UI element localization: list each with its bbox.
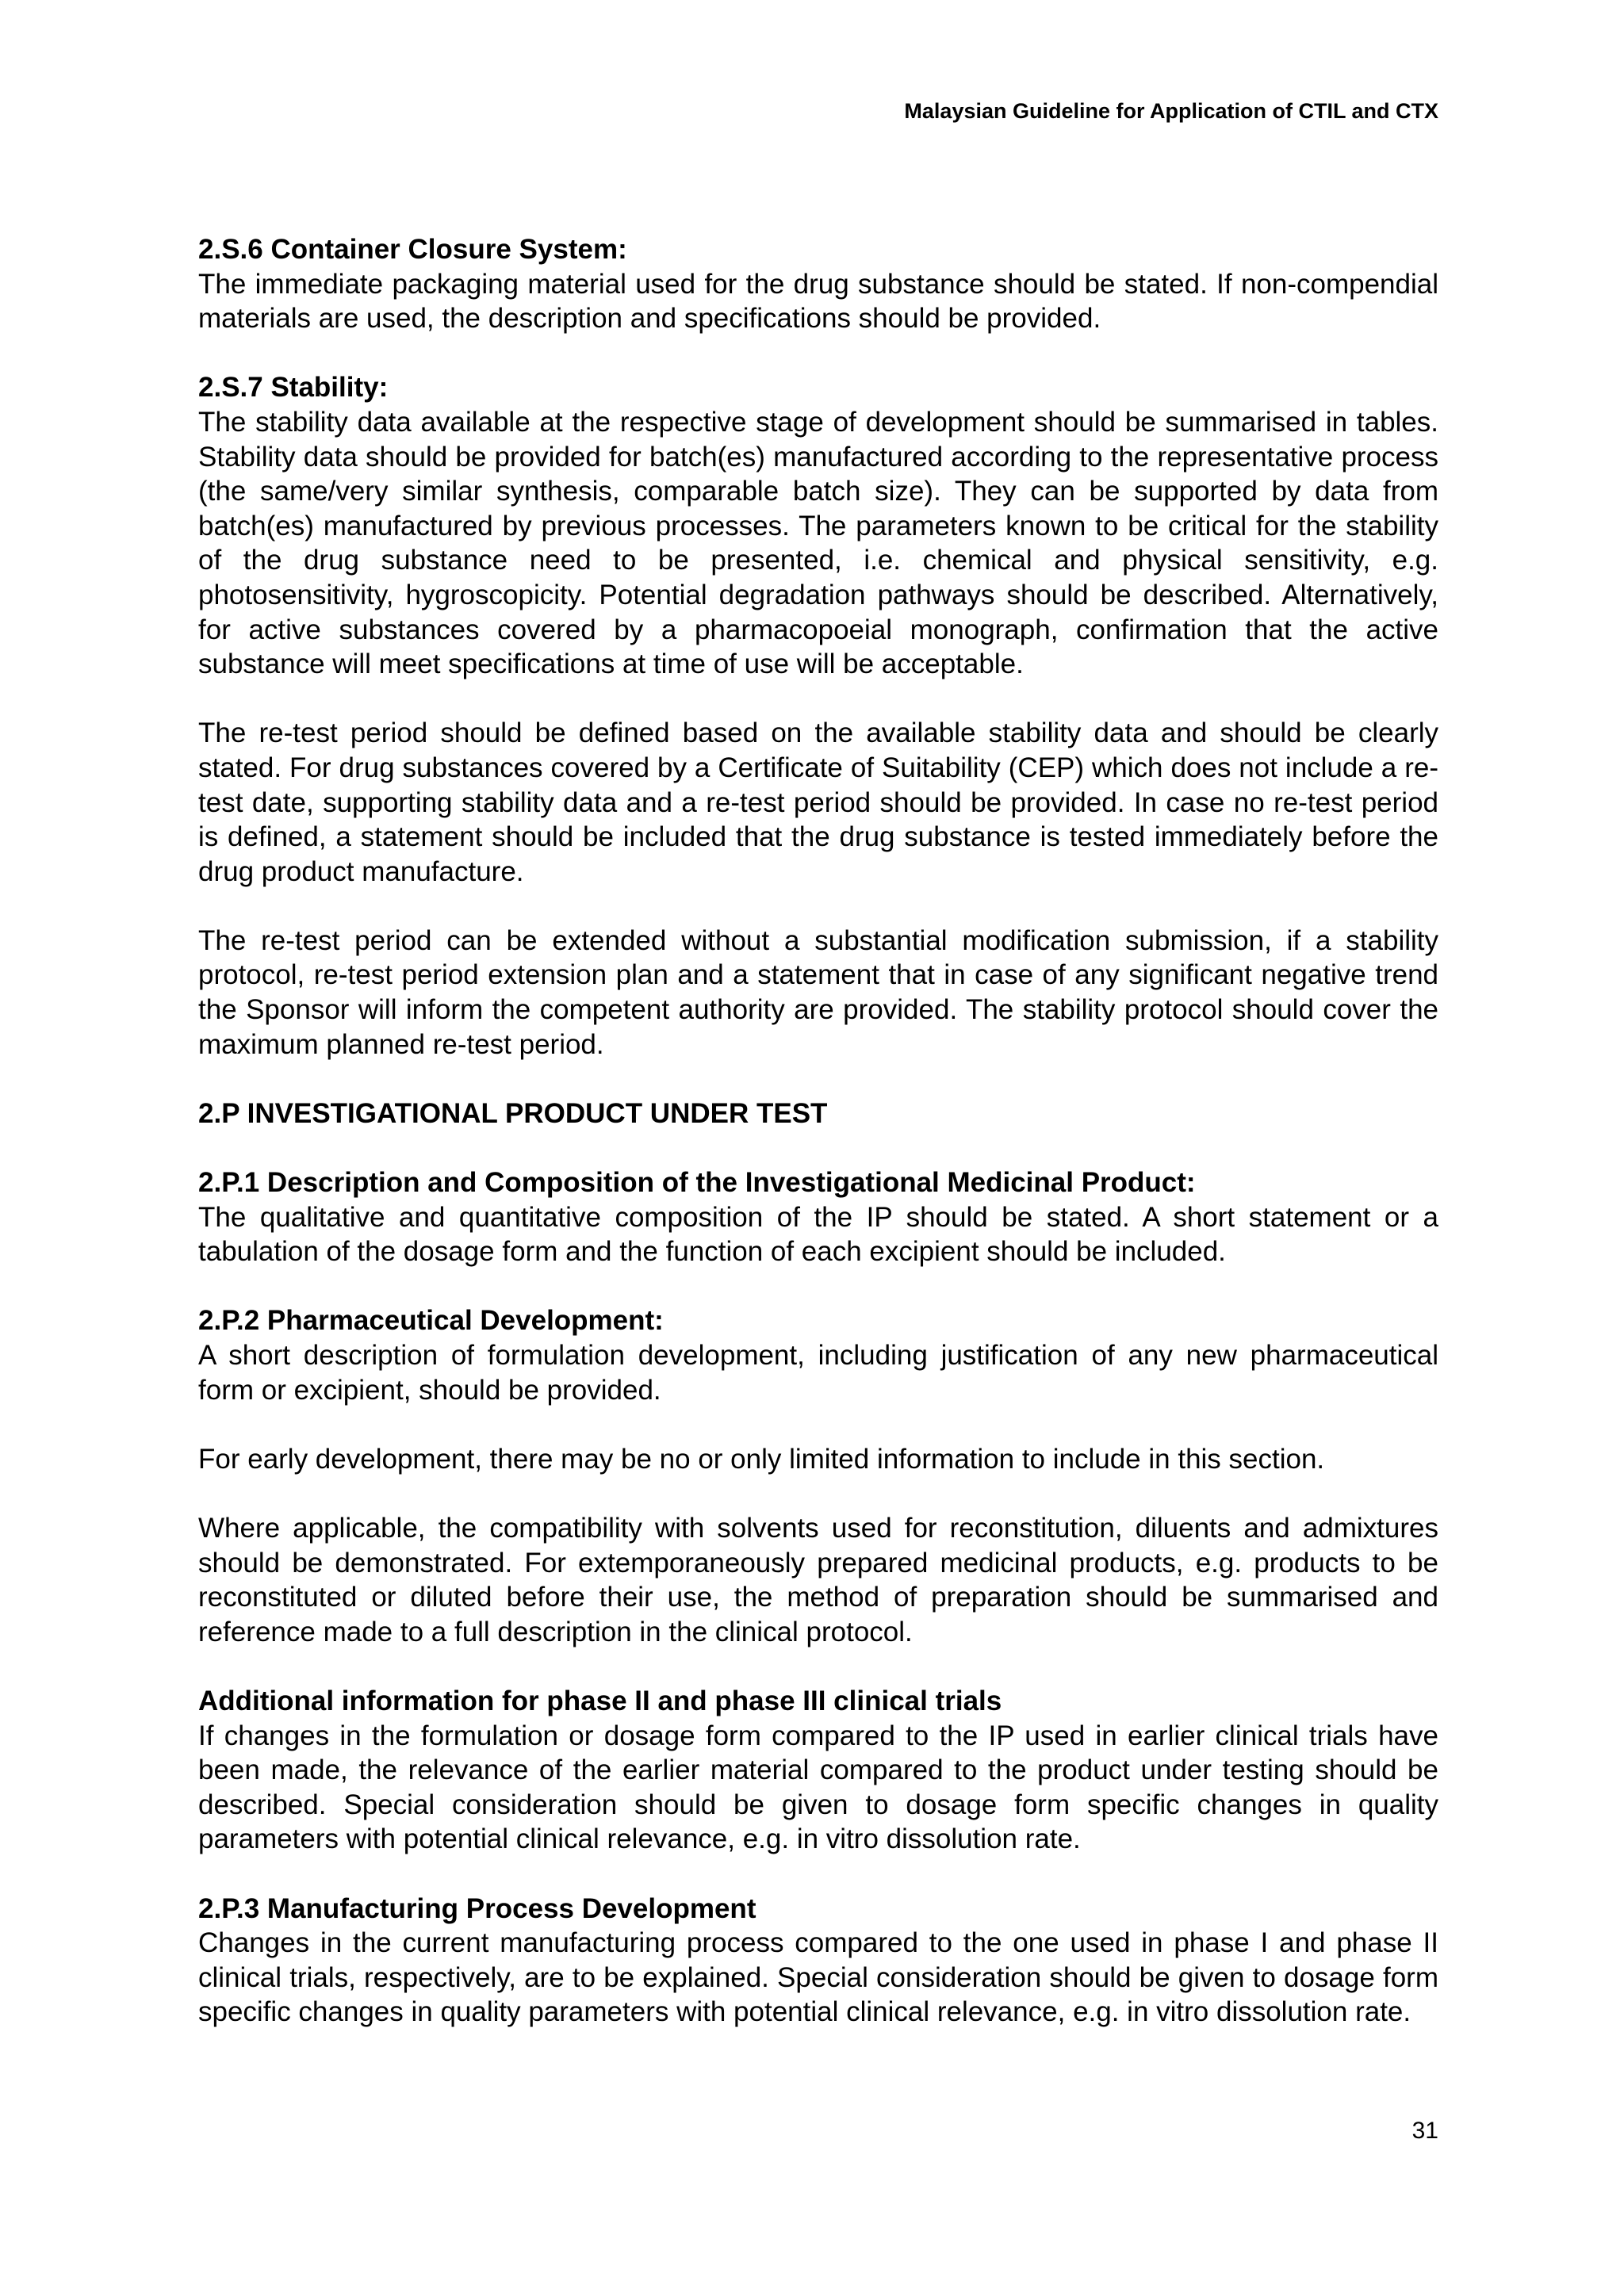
paragraph: The qualitative and quantitative composition of the IP should be stated. A short statement or a tabulation of the dosage form and the function of each excipient should be included. [198,1201,1438,1268]
paragraph: A short description of formulation development, including justification of any new pharmaceutical form or excipient, should be provided. [198,1340,1438,1406]
running-header: Malaysian Guideline for Application of CTIL and CTX [904,99,1438,123]
section-2p1 [198,1165,1438,1269]
section-2p2 [198,1303,1438,1407]
section-heading: 2.P.3 Manufacturing Process Development [198,1892,756,1924]
paragraph: Changes in the current manufacturing process compared to the one used in phase I and phase II clinical trials, respectively, are to be explained. Special consideration should be given to dosage form specific changes in quality parameters with potential clinical relevance, e.g. in vitro dissolution rate. [198,1927,1438,2028]
paragraph: The re-test period can be extended without a substantial modification submission, if a stability protocol, re-test period extension plan and a statement that in case of any significant negative trend the Sponsor will inform the competent authority are provided. The stability protocol should cover the maximum planned re-test period. [198,924,1438,1060]
section-2p [198,1096,1438,1131]
page-number: 31 [1411,2118,1438,2144]
section-2s7 [198,370,1438,681]
section-2s6 [198,232,1438,336]
section-heading: 2.P.2 Pharmaceutical Development: [198,1305,664,1337]
section-heading: 2.P.1 Description and Composition of the Investigational Medicinal Product: [198,1167,1196,1199]
section-additional-info [198,1684,1438,1857]
paragraph-block [198,924,1438,1062]
paragraph: The re-test period should be defined based on the available stability data and should be clearly stated. For drug substances covered by a Certificate of Suitability (CEP) which does not include a re-test date, supporting stability data and a re-test period should be provided. In case no re-test period is defined, a statement should be included that the drug substance is tested immediately before the drug product manufacture. [198,718,1438,887]
section-heading: 2.S.7 Stability: [198,372,389,404]
section-heading: 2.S.6 Container Closure System: [198,234,627,265]
paragraph: For early development, there may be no or only limited information to include in this section. [198,1443,1325,1475]
paragraph: Where applicable, the compatibility with solvents used for reconstitution, diluents and admixtures should be demonstrated. For extemporaneously prepared medicinal products, e.g. products to be reconstituted or diluted before their use, the method of preparation should be summarised and reference made to a full description in the clinical protocol. [198,1512,1438,1647]
paragraph-block [198,716,1438,889]
paragraph: The immediate packaging material used for the drug substance should be stated. If non-compendial materials are used, the description and specifications should be provided. [198,268,1438,335]
section-heading: Additional information for phase II and phase III clinical trials [198,1685,1002,1716]
paragraph-block [198,1442,1438,1477]
page-content [198,232,1438,2064]
section-2p3 [198,1892,1438,2030]
paragraph: The stability data available at the respective stage of development should be summarised in tables. Stability data should be provided for batch(es) manufactured according to the representative process (the same/very similar synthesis, comparable batch size). They can be supported by data from batch(es) manufactured by previous processes. The parameters known to be critical for the stability of the drug substance need to be presented, i.e. chemical and physical sensitivity, e.g. photosensitivity, hygroscopicity. Potential degradation pathways should be described. Alternatively, for active substances covered by a pharmacopoeial monograph, confirmation that the active substance will meet specifications at time of use will be acceptable. [198,406,1438,680]
paragraph: If changes in the formulation or dosage form compared to the IP used in earlier clinical trials have been made, the relevance of the earlier material compared to the product under testing should be described. Special consideration should be given to dosage form specific changes in quality parameters with potential clinical relevance, e.g. in vitro dissolution rate. [198,1720,1438,1855]
paragraph-block [198,1511,1438,1649]
section-heading: 2.P INVESTIGATIONAL PRODUCT UNDER TEST [198,1097,828,1129]
